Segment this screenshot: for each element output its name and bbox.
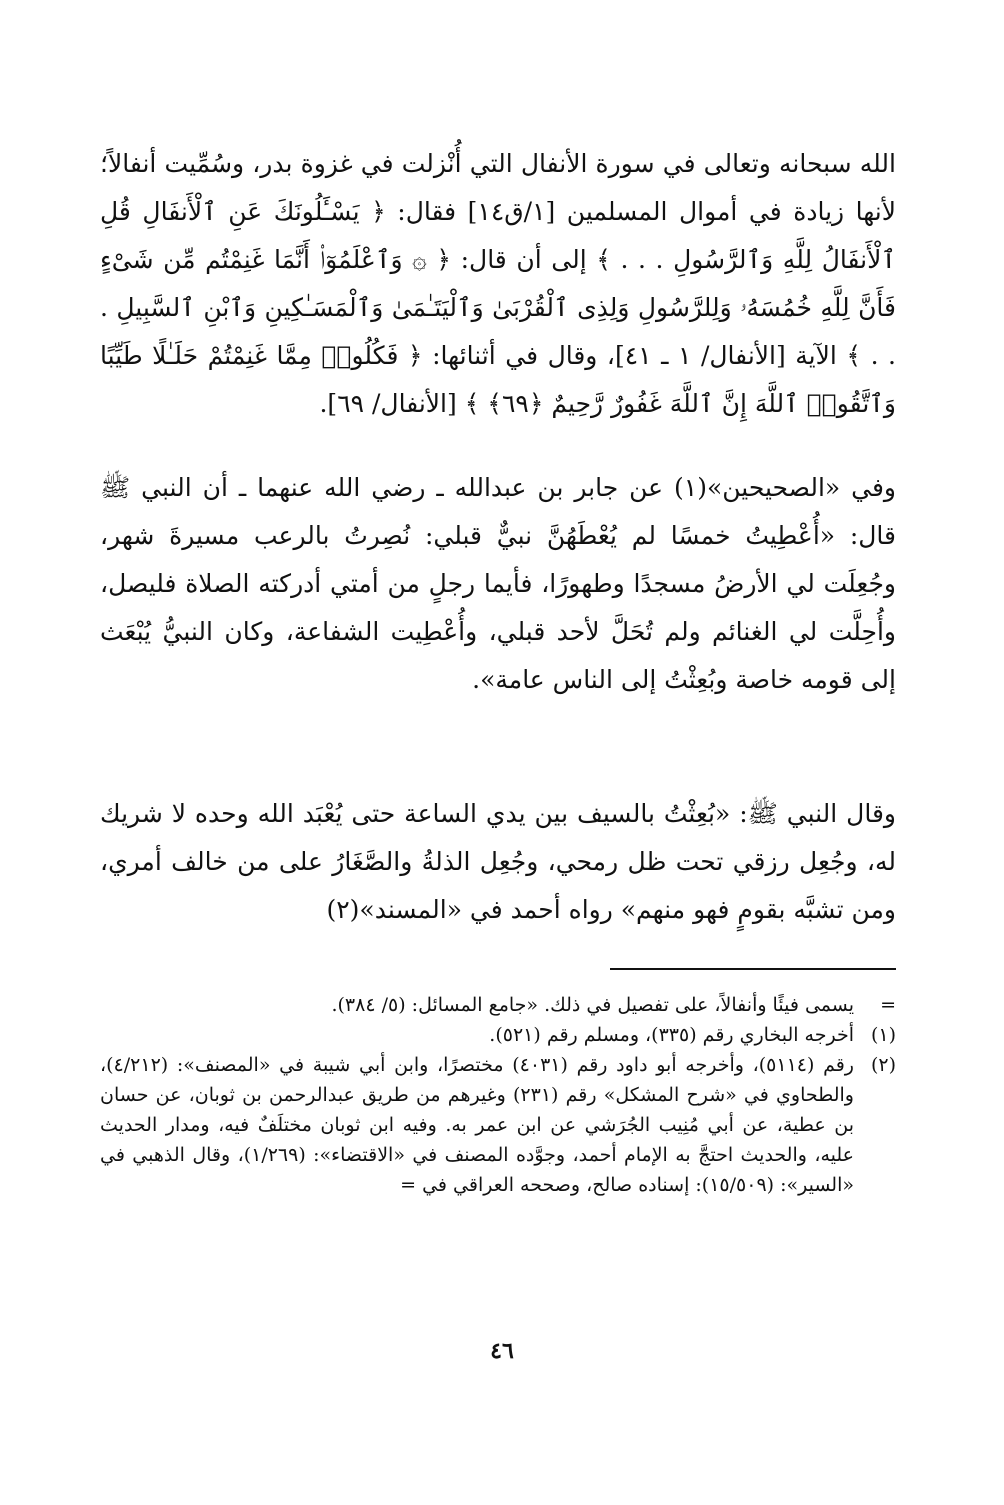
paragraph-quran-anfal: الله سبحانه وتعالى في سورة الأنفال التي أُنْزلت في غزوة بدر، وسُمِّيت أنفالاً؛ لأنها زيادة في أموال المسلمين [١/ق١٤] فقال: ﴿ يَسْـَٔلُونَكَ عَنِ ٱلْأَنفَالِ قُلِ ٱلْأَنفَالُ لِلَّهِ وَٱلرَّسُولِ . . . ﴾ إلى أن قال: ﴿ ۞ وَٱعْلَمُوٓا۟ أَنَّمَا غَنِمْتُم مِّن شَىْءٍ فَأَنَّ لِلَّهِ خُمُسَهُۥ وَلِلرَّسُولِ وَلِذِى ٱلْقُرْبَىٰ وَٱلْيَتَـٰمَىٰ وَٱلْمَسَـٰكِينِ وَٱبْنِ ٱلسَّبِيلِ . . . ﴾ الآية [الأنفال/ ١ ـ ٤١]، وقال في أثنائها: ﴿ فَكُلُوا۟ مِمَّا غَنِمْتُمْ حَلَـٰلًا طَيِّبًا وَٱتَّقُوا۟ ٱللَّهَ إِنَّ ٱللَّهَ غَفُورٌ رَّحِيمٌ ﴿٦٩﴾ ﴾ [الأنفال/ ٦٩]. [100,149,896,418]
footnotes-section [100,990,896,1200]
footnote-text: يسمى فيئًا وأنفالاً، على تفصيل في ذلك. «جامع المسائل: (٥/ ٣٨٤). [331,994,854,1016]
footnote-1 [100,1020,896,1050]
footnote-marker: (٢) [870,1054,896,1076]
paragraph-sahihain-hadith: وفي «الصحيحين»(١) عن جابر بن عبدالله ـ رضي الله عنهما ـ أن النبي ﷺ قال: «أُعْطِيتُ خمسًا لم يُعْطَهُنَّ نبيٌّ قبلي: نُصِرتُ بالرعب مسيرةَ شهر، وجُعِلَت لي الأرضُ مسجدًا وطهورًا، فأيما رجلٍ من أمتي أدركته الصلاة فليصل، وأُحِلَّت لي الغنائم ولم تُحَلَّ لأحد قبلي، وأُعْطِيت الشفاعة، وكان النبيُّ يُبْعَث إلى قومه خاصة وبُعِثْتُ إلى الناس عامة». [100,473,896,694]
footnote-marker: (١) [870,1024,896,1046]
footnote-continuation [100,990,896,1020]
footnote-text: أخرجه البخاري رقم (٣٣٥)، ومسلم رقم (٥٢١). [489,1024,854,1046]
footnote-marker: = [880,994,896,1016]
page-number: ٤٦ [490,1338,514,1364]
footnote-divider [610,968,896,970]
footnote-text: رقم (٥١١٤)، وأخرجه أبو داود رقم (٤٠٣١) مختصرًا، وابن أبي شيبة في «المصنف»: (٤/٢١٢)، والطحاوي في «شرح المشكل» رقم (٢٣١) وغيرهم من طريق عبدالرحمن بن ثوبان، عن حسان بن عطية، عن أبي مُنِيب الجُرَشي عن ابن عمر به. وفيه ابن ثوبان مختلَفٌ فيه، ومدار الحديث عليه، والحديث احتجَّ به الإمام أحمد، وجوَّده المصنف في «الاقتضاء»: (١/٢٦٩)، وقال الذهبي في «السير»: (١٥/٥٠٩): إسناده صالح، وصححه العراقي في = [100,1054,854,1196]
paragraph-musnad-hadith: وقال النبي ﷺ: «بُعِثْتُ بالسيف بين يدي الساعة حتى يُعْبَد الله وحده لا شريك له، وجُعِل رزقي تحت ظل رمحي، وجُعِل الذلةُ والصَّغَارُ على من خالف أمري، ومن تشبَّه بقومٍ فهو منهم» رواه أحمد في «المسند»(٢) [100,799,896,924]
footnote-2 [100,1050,896,1200]
